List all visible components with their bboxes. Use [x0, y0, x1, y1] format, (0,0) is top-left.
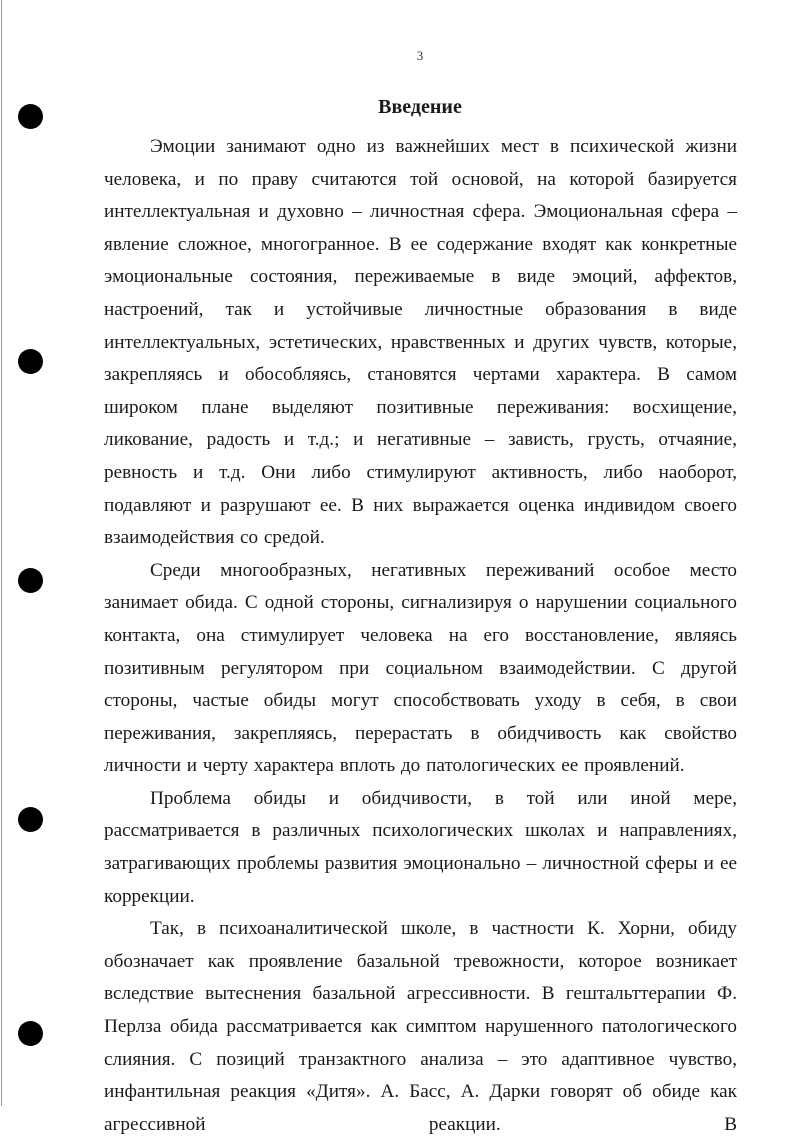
paragraph-problem: Проблема обиды и обидчивости, в той или иной мере, рассматривается в различных психологических школах и направлениях, затрагивающих проблемы развития эмоционально – личностной сферы и ее коррекции.	[104, 787, 737, 907]
paragraph-intro-emotions: Эмоции занимают одно из важнейших мест в психической жизни человека, и по праву считаются той основой, на которой базируется интеллектуальная и духовно – личностная сфера. Эмоциональная сфера – явление сложное, многогранное. В ее содержание входят как конкретные эмоциональные состояния, переживаемые в виде эмоций, аффектов, настроений, так и устойчивые личностные образования в виде интеллектуальных, эстетических, нравственных и других чувств, которые, закрепляясь и обособляясь, становятся чертами характера. В самом широком плане выделяют позитивные переживания: восхищение, ликование, радость и т.д.; и негативные – зависть, грусть, отчаяние, ревность и т.д. Они либо стимулируют активность, либо наоборот, подавляют и разрушают ее. В них выражается оценка индивидом своего взаимодействия со средой.	[104, 136, 737, 549]
document-body	[104, 131, 737, 1141]
paragraph-schools: Так, в психоаналитической школе, в частности К. Хорни, обиду обозначает как проявление базальной тревожности, которое возникает вследствие вытеснения базальной агрессивности. В гештальттерапии Ф. Перлза обида рассматривается как симптом нарушенного патологического слияния. С позиций транзактного анализа – это адаптивное чувство, инфантильная реакция «Дитя». А. Басс, А. Дарки говорят об обиде как агрессивной реакции. В	[104, 918, 737, 1135]
page-number: 3	[416, 48, 424, 63]
paragraph-offense: Среди многообразных, негативных переживаний особое место занимает обида. С одной стороны, сигнализируя о нарушении социального контакта, она стимулирует человека на его восстановление, являясь позитивным регулятором при социальном взаимодействии. С другой стороны, частые обиды могут способствовать уходу в себя, в свои переживания, закрепляясь, перерастать в обидчивость как свойство личности и черту характера вплоть до патологических ее проявлений.	[104, 559, 737, 777]
binder-hole	[18, 1021, 43, 1046]
binder-hole	[18, 807, 43, 832]
scan-left-edge	[1, 0, 2, 1106]
page-title: Введение	[378, 96, 462, 118]
binder-hole	[18, 568, 43, 593]
binder-hole	[18, 349, 43, 374]
